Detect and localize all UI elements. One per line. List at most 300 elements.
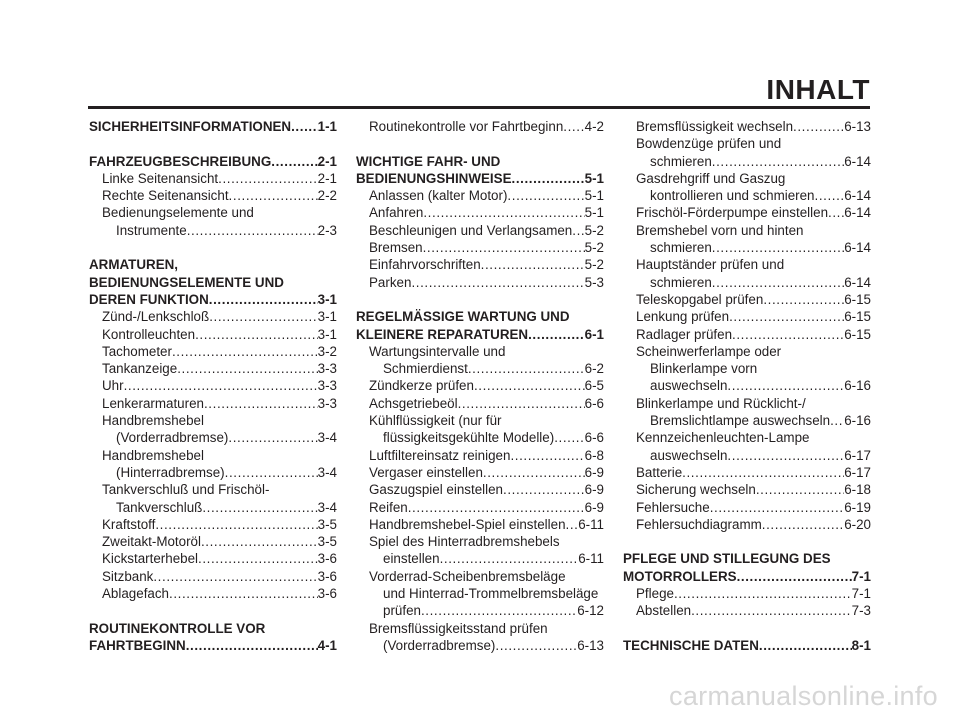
toc-entry-title: FAHRTBEGINN (89, 637, 186, 653)
toc-page-number: 2-1 (317, 153, 337, 169)
toc-page-number: 6-12 (577, 603, 604, 619)
toc-entry-title: (Vorderradbremse) (116, 430, 229, 446)
toc-entry-title: Ablagefach (102, 586, 170, 602)
toc-entry (623, 187, 871, 204)
toc-entry-title: und Hinterrad-Trommelbremsbeläge (383, 586, 599, 602)
toc-section-entry (89, 637, 337, 654)
dot-leader (423, 204, 584, 221)
toc-entry-title: Tankanzeige (102, 361, 178, 377)
toc-entry-title: Achsgetriebeöl (369, 395, 458, 411)
toc-page-number: 3-6 (317, 568, 337, 584)
toc-page-number: 6-17 (844, 447, 871, 463)
toc-page-number: 6-14 (844, 205, 871, 221)
toc-entry-title: Gaszugspiel einstellen (369, 482, 503, 498)
dot-leader (202, 499, 317, 516)
toc-entry (623, 153, 871, 170)
dot-leader (507, 187, 584, 204)
dot-leader (762, 516, 844, 533)
dot-leader (710, 499, 844, 516)
toc-entry (356, 429, 604, 446)
toc-entry-title: Kraftstoff (102, 516, 156, 532)
toc-section-entry (623, 568, 871, 585)
dot-leader (423, 239, 585, 256)
toc-entry-title: Anfahren (369, 205, 424, 221)
toc-entry-title: Spiel des Hinterradbremshebels (369, 534, 560, 550)
dot-leader (763, 291, 844, 308)
toc-section-entry (356, 153, 604, 170)
toc-entry (356, 118, 604, 135)
dot-leader (225, 464, 318, 481)
toc-entry (89, 429, 337, 446)
toc-entry (356, 568, 604, 585)
toc-entry-title: DEREN FUNKTION (89, 291, 209, 307)
toc-entry (356, 550, 604, 567)
dot-leader (830, 412, 844, 429)
toc-page-number: 6-15 (844, 309, 871, 325)
toc-entry-title: SICHERHEITSINFORMATIONEN (89, 119, 292, 134)
toc-entry-title: Routinekontrolle vor Fahrtbeginn (369, 119, 564, 134)
toc-entry-title: Blinkerlampe und Rücklicht-/ (636, 395, 806, 411)
toc-entry-title: FAHRZEUGBESCHREIBUNG (89, 153, 272, 169)
toc-entry (623, 118, 871, 135)
toc-entry-title: Vorderrad-Scheibenbremsbeläge (369, 568, 566, 584)
toc-page-number: 5-1 (584, 170, 604, 186)
toc-page-number: 6-1 (584, 326, 604, 342)
toc-entry (356, 343, 604, 360)
toc-page-number: 6-19 (844, 499, 871, 515)
dot-leader (510, 447, 584, 464)
dot-leader (228, 429, 317, 446)
dot-leader (828, 204, 844, 221)
toc-entry (623, 585, 871, 602)
toc-entry (623, 499, 871, 516)
toc-entry (356, 187, 604, 204)
dot-leader (572, 222, 584, 239)
toc-page-number: 1-1 (317, 119, 337, 134)
toc-entry (623, 481, 871, 498)
toc-column-1 (89, 118, 337, 654)
toc-entry (623, 395, 871, 412)
toc-entry (89, 412, 337, 429)
toc-entry-title: Einfahrvorschriften (369, 257, 481, 273)
toc-entry (356, 637, 604, 654)
dot-leader (732, 326, 844, 343)
toc-entry-title: Bremshebel vorn und hinten (636, 222, 804, 238)
toc-entry-title: einstellen (383, 551, 440, 567)
toc-entry (623, 516, 871, 533)
toc-entry-title: Hauptständer prüfen und (636, 257, 785, 273)
toc-entry-title: Uhr (102, 378, 124, 394)
dot-leader (468, 360, 585, 377)
toc-entry (623, 377, 871, 394)
toc-page-number: 6-15 (844, 326, 871, 342)
toc-page-number: 6-8 (584, 447, 604, 463)
toc-entry (356, 222, 604, 239)
title-rule (88, 106, 870, 109)
toc-page-number: 5-2 (584, 222, 604, 238)
toc-page-number: 6-9 (584, 464, 604, 480)
toc-entry-title: kontrollieren und schmieren (650, 188, 815, 204)
toc-page-number: 6-14 (844, 188, 871, 204)
toc-entry (356, 377, 604, 394)
toc-entry-title: Beschleunigen und Verlangsamen (369, 222, 573, 238)
toc-section-entry (89, 118, 337, 135)
toc-page-number: 5-1 (584, 205, 604, 221)
toc-entry-title: Teleskopgabel prüfen (636, 291, 764, 307)
toc-entry (356, 256, 604, 273)
dot-leader (512, 170, 585, 187)
toc-entry (356, 274, 604, 291)
dot-leader (153, 568, 317, 585)
toc-entry-title: Bremslichtlampe auswechseln (650, 413, 831, 429)
toc-entry (89, 222, 337, 239)
toc-entry (89, 533, 337, 550)
toc-page-number: 7-1 (851, 568, 871, 584)
toc-entry-title: Kennzeichenleuchten-Lampe (636, 430, 810, 446)
toc-entry (89, 326, 337, 343)
toc-entry (356, 499, 604, 516)
toc-entry (89, 187, 337, 204)
toc-entry-title: Wartungsintervalle und (369, 343, 506, 359)
toc-entry (623, 135, 871, 152)
toc-entry (623, 602, 871, 619)
toc-entry-title: Kühlflüssigkeit (nur für (369, 413, 502, 429)
toc-page-number: 6-11 (578, 551, 604, 567)
toc-page-number: 3-1 (317, 291, 337, 307)
toc-entry-title: Fehlersuchdiagramm (636, 516, 762, 532)
toc-page-number: 3-3 (317, 361, 337, 377)
dot-leader (195, 326, 318, 343)
toc-page-number: 6-14 (844, 240, 871, 256)
toc-page-number: 6-6 (584, 395, 604, 411)
toc-entry-title: Linke Seitenansicht (102, 170, 219, 186)
toc-entry-title: Bowdenzüge prüfen und (636, 136, 782, 152)
toc-entry-title: Lenkung prüfen (636, 309, 730, 325)
toc-entry-title: Rechte Seitenansicht (102, 188, 229, 204)
toc-page-number: 3-6 (317, 551, 337, 567)
toc-entry-title: Anlassen (kalter Motor) (369, 188, 508, 204)
dot-leader (209, 291, 318, 308)
dot-leader (563, 118, 584, 135)
toc-entry-title: Vergaser einstellen (369, 464, 483, 480)
dot-leader (815, 187, 845, 204)
toc-entry (356, 447, 604, 464)
toc-page-number: 3-2 (317, 343, 337, 359)
dot-leader (793, 118, 844, 135)
dot-leader (712, 153, 844, 170)
toc-page-number: 6-14 (844, 153, 871, 169)
dot-leader (186, 637, 318, 654)
toc-entry-title: Gasdrehgriff und Gaszug (636, 170, 786, 186)
toc-entry (89, 550, 337, 567)
toc-page-number: 4-1 (317, 637, 337, 653)
toc-page-number: 5-2 (584, 257, 604, 273)
toc-page-number: 3-1 (317, 326, 337, 342)
toc-section-entry (356, 170, 604, 187)
toc-entry (623, 464, 871, 481)
toc-section-entry (356, 308, 604, 325)
toc-entry (356, 602, 604, 619)
toc-page-number: 6-16 (844, 413, 871, 429)
toc-entry (623, 447, 871, 464)
toc-entry-title: Handbremshebel (102, 447, 204, 463)
toc-entry (89, 585, 337, 602)
toc-page-number: 3-5 (317, 534, 337, 550)
toc-entry (89, 308, 337, 325)
toc-page-number: 6-17 (844, 464, 871, 480)
toc-entry-title: PFLEGE UND STILLEGUNG DES (623, 551, 831, 567)
toc-page-number: 7-3 (851, 603, 871, 619)
toc-entry-title: Sicherung wechseln (636, 482, 756, 498)
toc-entry-title: Bremsen (369, 240, 423, 256)
toc-entry-title: (Vorderradbremse) (383, 637, 496, 653)
toc-page-number: 3-4 (317, 464, 337, 480)
toc-entry (89, 395, 337, 412)
toc-page-number: 3-5 (317, 516, 337, 532)
toc-section-entry (89, 153, 337, 170)
dot-leader (566, 516, 579, 533)
dot-leader (729, 308, 844, 325)
toc-page-number: 2-3 (317, 222, 337, 238)
toc-entry-title: Blinkerlampe vorn (650, 361, 758, 377)
toc-entry-title: KLEINERE REPARATUREN (356, 326, 529, 342)
dot-leader (198, 550, 318, 567)
toc-page-number: 6-9 (584, 499, 604, 515)
toc-page-number: 6-14 (844, 274, 871, 290)
toc-page-number: 6-20 (844, 516, 871, 532)
toc-entry (89, 568, 337, 585)
dot-leader (411, 274, 584, 291)
toc-entry (623, 326, 871, 343)
toc-entry-title: Scheinwerferlampe oder (636, 343, 782, 359)
dot-leader (756, 481, 844, 498)
toc-entry-title: Pflege (636, 586, 674, 602)
dot-leader (712, 239, 844, 256)
toc-entry-title: MOTORROLLERS (623, 568, 737, 584)
toc-entry (623, 256, 871, 273)
toc-page-number: 3-4 (317, 499, 337, 515)
toc-entry-title: Radlager prüfen (636, 326, 733, 342)
toc-page-number: 6-6 (584, 430, 604, 446)
dot-leader (712, 274, 844, 291)
toc-entry-title: Abstellen (636, 603, 692, 619)
toc-page-number: 5-3 (584, 274, 604, 290)
toc-page-number: 6-18 (844, 482, 871, 498)
toc-page-number: 2-1 (317, 170, 337, 186)
toc-entry-title: TECHNISCHE DATEN (623, 637, 759, 653)
toc-entry (356, 412, 604, 429)
dot-leader (172, 343, 318, 360)
toc-column-2 (356, 118, 604, 654)
toc-section-entry (89, 274, 337, 291)
toc-entry-title: Zünd-/Lenkschloß (102, 309, 210, 325)
dot-leader (204, 395, 318, 412)
toc-entry (623, 239, 871, 256)
dot-leader (474, 377, 585, 394)
dot-leader (169, 585, 318, 602)
dot-leader (759, 637, 852, 654)
toc-entry-title: Batterie (636, 464, 683, 480)
toc-entry (623, 308, 871, 325)
dot-leader (421, 602, 577, 619)
toc-page-number: 3-1 (317, 309, 337, 325)
toc-entry (623, 222, 871, 239)
dot-leader (291, 118, 318, 135)
toc-entry (356, 239, 604, 256)
dot-leader (218, 170, 318, 187)
toc-entry (623, 170, 871, 187)
dot-leader (691, 602, 852, 619)
toc-entry (89, 481, 337, 498)
toc-entry-title: Kontrolleuchten (102, 326, 196, 342)
toc-page-number: 6-2 (584, 361, 604, 377)
dot-leader (271, 153, 317, 170)
dot-leader (674, 585, 852, 602)
toc-entry (89, 360, 337, 377)
toc-entry-title: Reifen (369, 499, 408, 515)
watermark: carmanualsonline.info (669, 681, 938, 711)
toc-page-number: 8-1 (851, 637, 871, 653)
toc-entry (356, 360, 604, 377)
toc-page-number: 3-3 (317, 378, 337, 394)
toc-entry-title: Lenkerarmaturen (102, 395, 204, 411)
toc-page-number: 5-1 (584, 188, 604, 204)
toc-entry-title: Handbremshebel-Spiel einstellen (369, 516, 566, 532)
dot-leader (727, 377, 844, 394)
toc-page-number: 6-13 (577, 637, 604, 653)
toc-entry (623, 412, 871, 429)
dot-leader (483, 464, 585, 481)
dot-leader (554, 429, 584, 446)
toc-entry (356, 585, 604, 602)
dot-leader (495, 637, 577, 654)
toc-column-3 (623, 118, 871, 654)
dot-leader (440, 550, 579, 567)
toc-entry-title: auswechseln (650, 447, 728, 463)
toc-entry (89, 516, 337, 533)
toc-page-number: 4-2 (584, 119, 604, 134)
toc-entry-title: schmieren (650, 274, 712, 290)
toc-entry-title: Tankverschluß und Frischöl- (102, 482, 270, 498)
toc-entry-title: Zündkerze prüfen (369, 378, 474, 394)
dot-leader (155, 516, 317, 533)
toc-section-entry (89, 291, 337, 308)
toc-page-number: 6-11 (578, 516, 604, 532)
toc-entry-title: BEDIENUNGSELEMENTE UND (89, 274, 284, 290)
dot-leader (229, 187, 318, 204)
toc-entry (89, 170, 337, 187)
toc-page-number: 7-1 (851, 586, 871, 602)
toc-entry (623, 360, 871, 377)
toc-page-number: 6-9 (584, 482, 604, 498)
toc-entry-title: BEDIENUNGSHINWEISE (356, 170, 512, 186)
toc-entry (623, 343, 871, 360)
dot-leader (727, 447, 844, 464)
toc-entry (356, 533, 604, 550)
toc-entry (356, 481, 604, 498)
dot-leader (503, 481, 585, 498)
toc-entry-title: Schmierdienst (383, 361, 468, 377)
toc-entry-title: Bremsflüssigkeit wechseln (636, 119, 794, 134)
toc-page-number: 3-4 (317, 430, 337, 446)
toc-section-entry (623, 637, 871, 654)
toc-page-number: 5-2 (584, 240, 604, 256)
dot-leader (682, 464, 844, 481)
toc-entry-title: Kickstarterhebel (102, 551, 199, 567)
dot-leader (209, 308, 317, 325)
toc-entry (89, 447, 337, 464)
toc-entry (623, 274, 871, 291)
toc-section-entry (356, 326, 604, 343)
toc-entry (89, 464, 337, 481)
toc-entry-title: flüssigkeitsgekühlte Modelle) (383, 430, 555, 446)
toc-page-number: 3-6 (317, 586, 337, 602)
toc-entry-title: Zweitakt-Motoröl (102, 534, 201, 550)
toc-page-number: 6-16 (844, 378, 871, 394)
toc-entry (89, 499, 337, 516)
dot-leader (481, 256, 585, 273)
toc-entry-title: Frischöl-Förderpumpe einstellen (636, 205, 829, 221)
toc-entry-title: schmieren (650, 153, 712, 169)
toc-section-entry (89, 620, 337, 637)
toc-section-entry (623, 550, 871, 567)
toc-entry-title: ARMATUREN, (89, 257, 179, 273)
toc-page-number: 3-3 (317, 395, 337, 411)
toc-entry-title: auswechseln (650, 378, 728, 394)
dot-leader (458, 395, 585, 412)
toc-entry (356, 620, 604, 637)
dot-leader (177, 360, 317, 377)
toc-entry-title: Luftfiltereinsatz reinigen (369, 447, 511, 463)
toc-entry-title: WICHTIGE FAHR- UND (356, 153, 501, 169)
toc-entry-title: ROUTINEKONTROLLE VOR (89, 620, 266, 636)
dot-leader (201, 533, 318, 550)
toc-entry (356, 464, 604, 481)
toc-page-number: 6-5 (584, 378, 604, 394)
toc-entry (623, 429, 871, 446)
toc-entry (356, 204, 604, 221)
dot-leader (408, 499, 585, 516)
toc-page-number: 6-13 (844, 119, 871, 134)
page-title: INHALT (766, 74, 870, 105)
toc-page-number: 2-2 (317, 188, 337, 204)
toc-entry (356, 516, 604, 533)
toc-entry-title: Instrumente (116, 222, 187, 238)
dot-leader (187, 222, 318, 239)
toc-entry (89, 343, 337, 360)
toc-section-entry (89, 256, 337, 273)
toc-entry (89, 204, 337, 221)
toc-entry-title: schmieren (650, 240, 712, 256)
toc-entry-title: prüfen (383, 603, 421, 619)
toc-entry-title: (Hinterradbremse) (116, 464, 225, 480)
toc-entry-title: Bremsflüssigkeitsstand prüfen (369, 620, 548, 636)
toc-entry-title: Sitzbank (102, 568, 154, 584)
toc-entry-title: Handbremshebel (102, 413, 204, 429)
toc-entry-title: Tankverschluß (116, 499, 203, 515)
dot-leader (528, 326, 585, 343)
dot-leader (737, 568, 852, 585)
toc-entry (89, 377, 337, 394)
toc-entry-title: Bedienungselemente und (102, 205, 254, 221)
toc-entry (623, 204, 871, 221)
dot-leader (124, 377, 318, 394)
toc-entry-title: Parken (369, 274, 412, 290)
toc-entry-title: REGELMÄSSIGE WARTUNG UND (356, 309, 570, 325)
toc-page-number: 6-15 (844, 291, 871, 307)
toc-entry (623, 291, 871, 308)
toc-entry-title: Fehlersuche (636, 499, 710, 515)
